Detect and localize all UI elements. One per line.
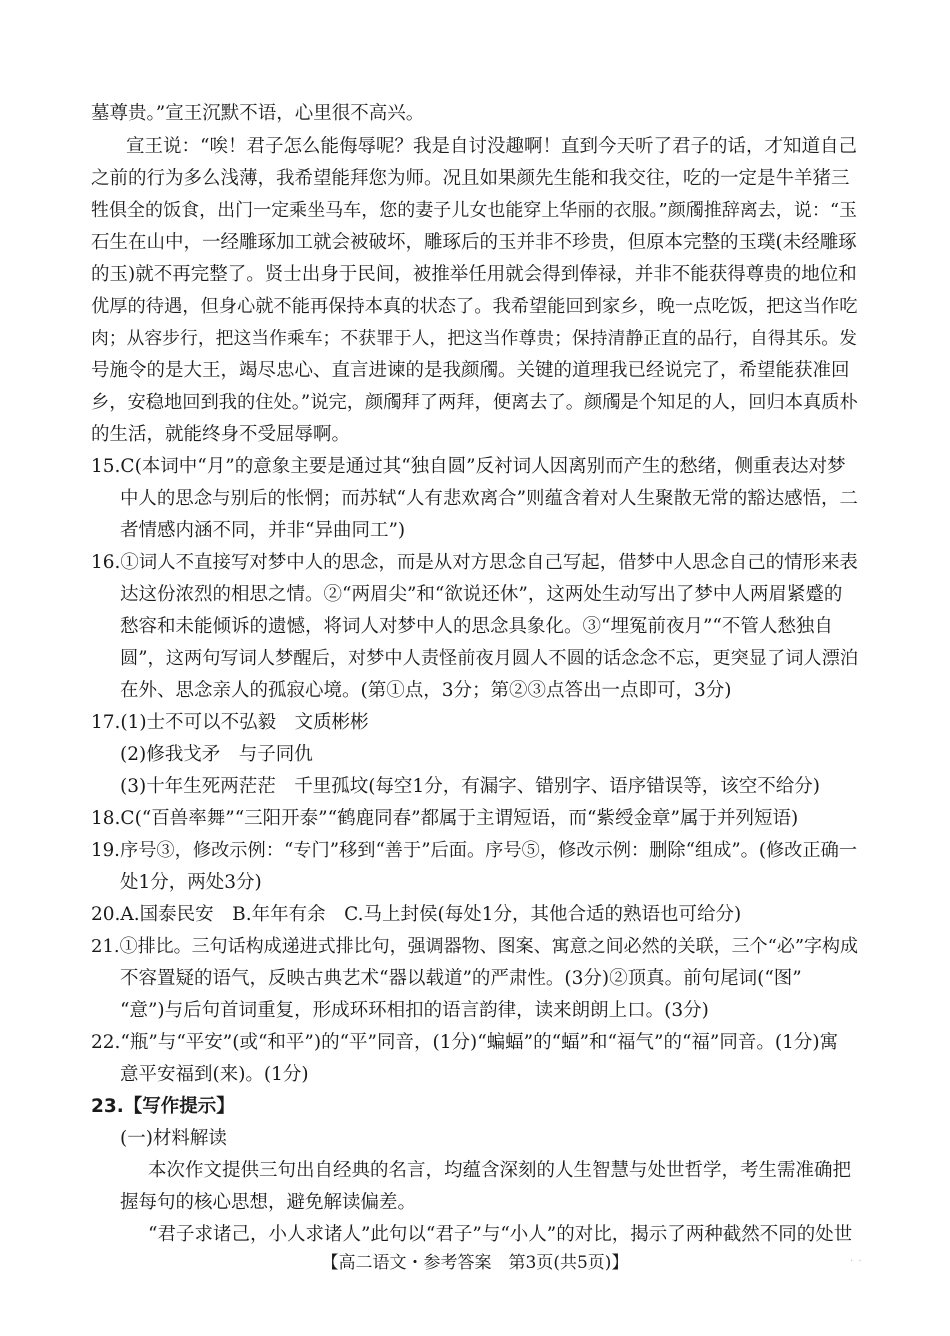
answer-16-line: 16.①词人不直接写对梦中人的思念，而是从对方思念自己写起，借梦中人思念自己的情形来表 — [91, 552, 858, 573]
answer-16-line: 达这份浓烈的相思之情。②“两眉尖”和“欲说还休”，这两处生动写出了梦中人两眉紧蹙的 — [120, 584, 843, 605]
answer-17-line: (3)十年生死两茫茫 千里孤坟(每空1分，有漏字、错别字、语序错误等，该空不给分) — [120, 776, 820, 797]
text-line: 的生活，就能终身不受屈辱啊。 — [91, 424, 351, 445]
text-line: 墓尊贵。”宣王沉默不语，心里很不高兴。 — [91, 103, 425, 124]
text-line: 肉；从容步行，把这当作乘车；不获罪于人，把这当作尊贵；保持清静正直的品行，自得其乐。发 — [91, 328, 857, 349]
text-line: 之前的行为多么浅薄，我希望能拜您为师。况且如果颜先生能和我交往，吃的一定是牛羊猪三 — [91, 168, 850, 189]
answer-16-line: 圆”，这两句写词人梦醒后，对梦中人责怪前夜月圆人不圆的话念念不忘，更突显了词人漂泊 — [120, 648, 859, 669]
text-line: 号施令的是大王，竭尽忠心、直言进谏的是我颜斶。关键的道理我已经说完了，希望能获准回 — [91, 360, 850, 381]
answer-23-line: “君子求诸己，小人求诸人”此句以“君子”与“小人”的对比，揭示了两种截然不同的处世 — [148, 1224, 853, 1245]
text-line: 乡，安稳地回到我的住处。”说完，颜斶拜了两拜，便离去了。颜斶是个知足的人，回归本真质朴 — [91, 392, 858, 413]
answer-23-line: 握每句的核心思想，避免解读偏差。 — [120, 1192, 417, 1213]
corner-mark: · · — [850, 1256, 863, 1267]
answer-15-line: 者情感内涵不同，并非“异曲同工”) — [120, 520, 406, 541]
text-line: 宣王说：“唉！君子怎么能侮辱呢？我是自讨没趣啊！直到今天听了君子的话，才知道自己 — [126, 136, 857, 157]
answer-15-line: 15.C(本词中“月”的意象主要是通过其“独自圆”反衬词人因离别而产生的愁绪，侧重表达对梦 — [91, 456, 846, 477]
answer-23-line: 本次作文提供三句出自经典的名言，均蕴含深刻的人生智慧与处世哲学，考生需准确把 — [148, 1160, 852, 1181]
answer-20-line: 20.A.国泰民安 B.年年有余 C.马上封侯(每处1分，其他合适的熟语也可给分) — [91, 904, 742, 925]
answer-15-line: 中人的思念与别后的怅惘；而苏轼“人有悲欢离合”则蕴含着对人生聚散无常的豁达感悟，二 — [120, 488, 858, 509]
text-line: 石生在山中，一经雕琢加工就会被破坏，雕琢后的玉并非不珍贵，但原本完整的玉璞(未经雕琢 — [91, 232, 857, 253]
text-line: 的玉)就不再完整了。贤士出身于民间，被推举任用就会得到俸禄，并非不能获得尊贵的地位和 — [91, 264, 857, 285]
answer-18-line: 18.C(“百兽率舞”“三阳开泰”“鹤鹿同春”都属于主谓短语，而“紫绶金章”属于并列短语) — [91, 808, 799, 829]
section-heading: (一)材料解读 — [120, 1128, 227, 1149]
answer-16-line: 愁容和未能倾诉的遗憾，将词人对梦中人的思念具象化。③“埋冤前夜月”“不管人愁独自 — [120, 616, 833, 637]
answer-19-line: 19.序号③，修改示例：“专门”移到“善于”后面。序号⑤，修改示例：删除“组成”。(修改正确一 — [91, 840, 858, 861]
answer-22-line: 意平安福到(来)。(1分) — [120, 1064, 309, 1085]
answer-16-line: 在外、思念亲人的孤寂心境。(第①点，3分；第②③点答出一点即可，3分) — [120, 680, 732, 701]
answer-17-line: (2)修我戈矛 与子同仇 — [120, 744, 313, 765]
answer-21-line: “意”)与后句首词重复，形成环环相扣的语言韵律，读来朗朗上口。(3分) — [120, 1000, 709, 1021]
answer-22-line: 22.“瓶”与“平安”(或“和平”)的“平”同音，(1分)“蝙蝠”的“蝠”和“福气”的“福”同音。(1分)寓 — [91, 1032, 839, 1053]
page-footer: 【高二语文・参考答案 第3页(共5页)】 — [321, 1253, 629, 1273]
answer-21-line: 不容置疑的语气，反映古典艺术“器以载道”的严肃性。(3分)②顶真。前句尾词(“图” — [120, 968, 802, 989]
answer-21-line: 21.①排比。三句话构成递进式排比句，强调器物、图案、寓意之间必然的关联，三个“必”字构成 — [91, 936, 859, 957]
text-line: 优厚的待遇，但身心就不能再保持本真的状态了。我希望能回到家乡，晚一点吃饭，把这当作吃 — [91, 296, 858, 317]
text-line: 牲俱全的饭食，出门一定乘坐马车，您的妻子儿女也能穿上华丽的衣服。”颜斶推辞离去，说：“玉 — [91, 200, 858, 221]
answer-23-heading: 23.【写作提示】 — [91, 1096, 235, 1117]
answer-17-line: 17.(1)士不可以不弘毅 文质彬彬 — [91, 712, 369, 733]
answer-19-line: 处1分，两处3分) — [120, 872, 262, 893]
